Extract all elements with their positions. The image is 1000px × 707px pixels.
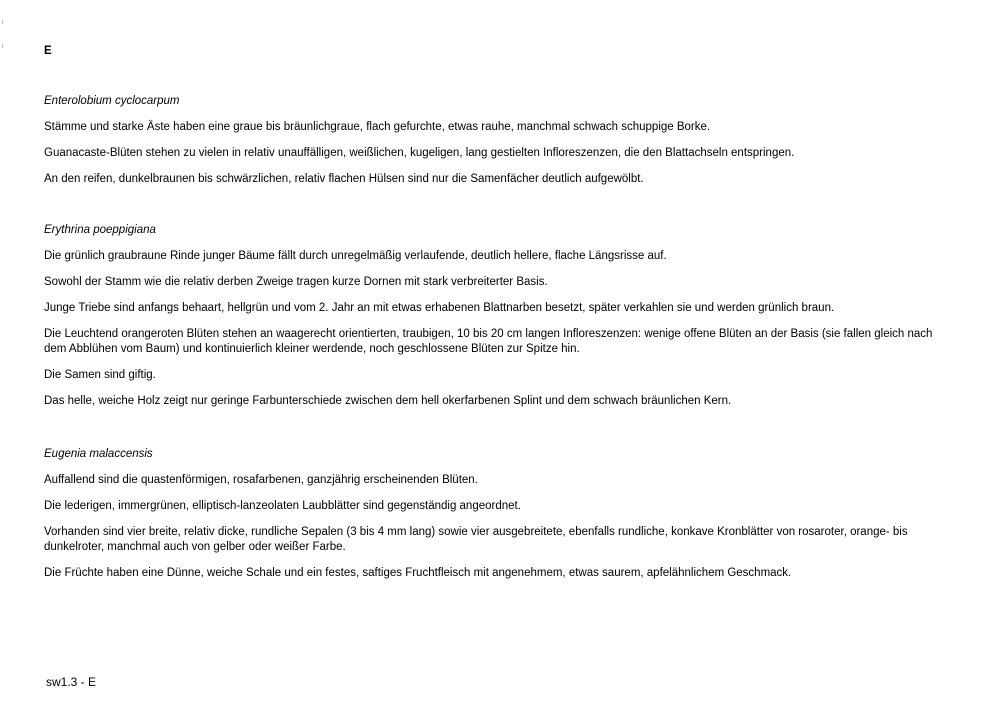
paragraph: Guanacaste-Blüten stehen zu vielen in relativ unauffälligen, weißlichen, kugeligen, lang gestielten Infloreszenzen, die den Blattachseln entspringen. [44,147,795,159]
paragraph: An den reifen, dunkelbraunen bis schwärzlichen, relativ flachen Hülsen sind nur die Samenfächer deutlich aufgewölbt. [44,173,644,185]
paragraph: Junge Triebe sind anfangs behaart, hellgrün und vom 2. Jahr an mit etwas erhabenen Blattnarben besetzt, später verkahlen sie und werden grünlich braun. [44,302,835,314]
page-heading: E [44,45,52,57]
species-title: Enterolobium cyclocarpum [44,95,180,107]
page-footer: sw1.3 - E [46,675,97,689]
scan-edge-mark [2,44,3,48]
paragraph: Auffallend sind die quastenförmigen, rosafarbenen, ganzjährig erscheinenden Blüten. [44,474,478,486]
paragraph: Die lederigen, immergrünen, elliptisch-lanzeolaten Laubblätter sind gegenständig angeordnet. [44,500,521,512]
species-section-eugenia [44,447,944,592]
paragraph: Sowohl der Stamm wie die relativ derben Zweige tragen kurze Dornen mit stark verbreiterter Basis. [44,276,548,288]
paragraph: Die Früchte haben eine Dünne, weiche Schale und ein festes, saftiges Fruchtfleisch mit angenehmem, etwas saurem, apfelähnlichem Geschmack. [44,567,792,579]
species-section-erythrina [44,223,944,420]
species-title: Erythrina poeppigiana [44,224,156,236]
paragraph: Stämme und starke Äste haben eine graue bis bräunlichgraue, flach gefurchte, etwas rauhe, manchmal schwach schuppige Borke. [44,121,711,133]
paragraph: Die Leuchtend orangeroten Blüten stehen an waagerecht orientierten, traubigen, 10 bis 20 cm langen Infloreszenzen: wenige offene Blüten an der Basis (sie fallen gleich nach dem Abblühen vom Baum) und kontinuierlich kleiner werdende, noch geschlossene Blüten zur Spitze hin. [44,328,933,355]
paragraph: Die Samen sind giftig. [44,369,156,381]
paragraph: Vorhanden sind vier breite, relativ dicke, rundliche Sepalen (3 bis 4 mm lang) sowie vier ausgebreitete, ebenfalls rundliche, konkave Kronblätter von rosaroter, orange- bis dunkelroter, manchmal auch von gelber oder weißer Farbe. [44,526,908,553]
paragraph: Die grünlich graubraune Rinde junger Bäume fällt durch unregelmäßig verlaufende, deutlich hellere, flache Längsrisse auf. [44,250,667,262]
paragraph: Das helle, weiche Holz zeigt nur geringe Farbunterschiede zwischen dem hell okerfarbenen Splint und dem schwach bräunlichen Kern. [44,395,732,407]
species-title: Eugenia malaccensis [44,448,153,460]
scan-edge-mark [2,20,3,24]
species-section-enterolobium [44,94,944,198]
